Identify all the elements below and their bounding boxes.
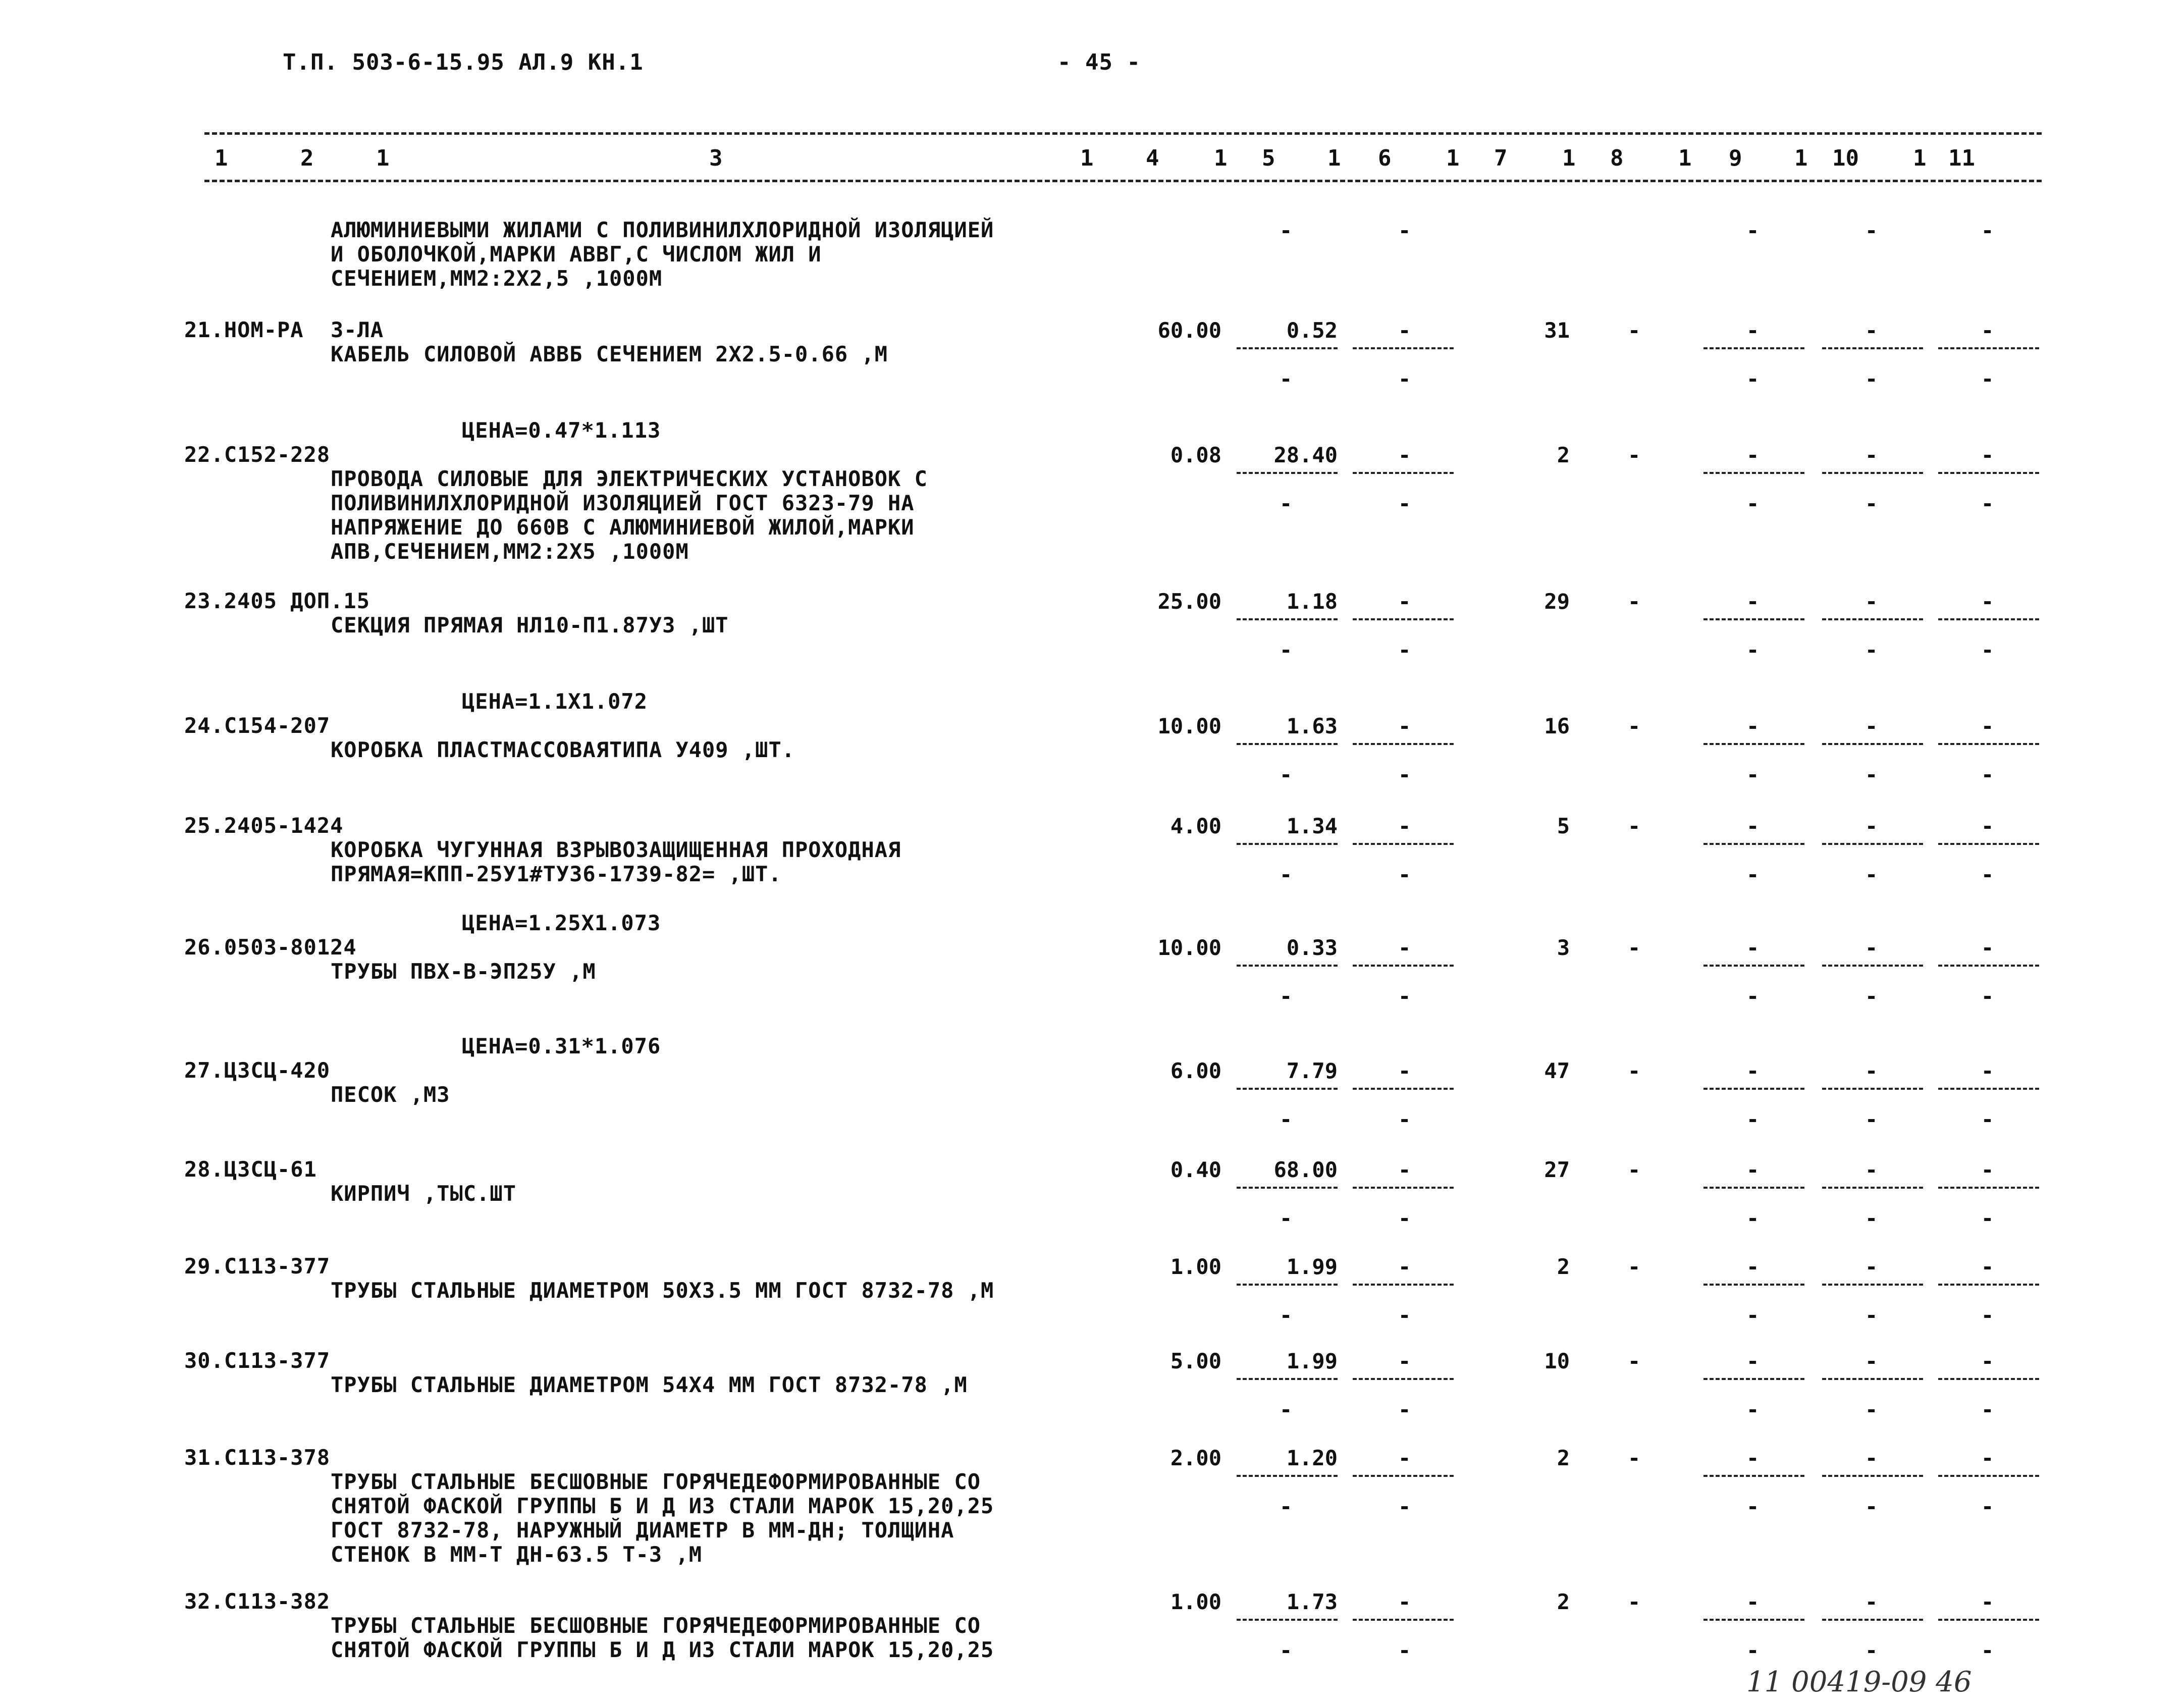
col10-value: - — [1865, 1058, 1878, 1083]
subtotal-dash-line — [1353, 618, 1454, 620]
subtotal-dash: - — [1746, 762, 1760, 787]
col8-value: - — [1628, 443, 1641, 467]
col9-value: - — [1746, 1254, 1760, 1279]
item-code: 32.С113-382 — [184, 1589, 331, 1614]
col5-value: 7.79 — [1286, 1058, 1338, 1083]
subtotal-dash: - — [1746, 366, 1760, 391]
subtotal-dash: - — [1865, 1494, 1878, 1519]
subtotal-dash-line — [1703, 1378, 1804, 1380]
col10-value: - — [1865, 1446, 1878, 1470]
subtotal-dash: - — [1746, 638, 1760, 662]
col9-value: - — [1746, 443, 1760, 467]
description-line: АЛЮМИНИЕВЫМИ ЖИЛАМИ С ПОЛИВИНИЛХЛОРИДНОЙ ИЗОЛЯЦИЕЙ — [331, 218, 994, 242]
col11-value: - — [1981, 1254, 1994, 1279]
col5-value: 1.20 — [1286, 1446, 1338, 1470]
column-header-cell: 1 — [1327, 145, 1341, 171]
subtotal-dash-line — [1822, 1378, 1923, 1380]
subtotal-dash: - — [1280, 1397, 1293, 1422]
subtotal-dash-line — [1822, 1088, 1923, 1090]
description-line: НАПРЯЖЕНИЕ ДО 660В С АЛЮМИНИЕВОЙ ЖИЛОЙ,МАРКИ — [331, 515, 915, 540]
subtotal-dash: - — [1280, 1638, 1293, 1663]
description-line: КОРОБКА ПЛАСТМАССОВАЯТИПА У409 ,ШТ. — [331, 737, 795, 762]
quantity-value: 4.00 — [1170, 814, 1221, 838]
col11-value: - — [1981, 814, 1994, 838]
col7-value: 5 — [1557, 814, 1570, 838]
subtotal-dash-line — [1938, 618, 2039, 620]
item-code: 26.0503-80124 — [184, 935, 357, 960]
subtotal-dash-line — [1353, 347, 1454, 349]
subtotal-dash: - — [1746, 1107, 1760, 1132]
column-header-cell: 1 — [1794, 145, 1808, 171]
column-header-cell: 11 — [1948, 145, 1975, 171]
subtotal-dash-line — [1703, 965, 1804, 967]
subtotal-dash-line — [1237, 1187, 1338, 1189]
col11-value: - — [1981, 1157, 1994, 1182]
description-line: ПЕСОК ,М3 — [331, 1082, 450, 1107]
col7-value: 27 — [1544, 1157, 1570, 1182]
subtotal-dash: - — [1865, 1397, 1878, 1422]
subtotal-dash-line — [1938, 843, 2039, 845]
column-header-cell: 5 — [1262, 145, 1275, 171]
col9-value: - — [1746, 1157, 1760, 1182]
subtotal-dash-line — [1938, 743, 2039, 745]
subtotal-dash: - — [1981, 1206, 1994, 1231]
description-line: ТРУБЫ СТАЛЬНЫЕ ДИАМЕТРОМ 54Х4 ММ ГОСТ 8732-78 ,М — [331, 1372, 968, 1397]
subtotal-dash-line — [1938, 1187, 2039, 1189]
subtotal-dash-line — [1703, 347, 1804, 349]
col8-value: - — [1628, 589, 1641, 614]
price-note: ЦЕНА=0.47*1.113 — [462, 418, 661, 443]
column-header-cell: 2 — [300, 145, 314, 171]
description-line: ПРОВОДА СИЛОВЫЕ ДЛЯ ЭЛЕКТРИЧЕСКИХ УСТАНОВОК С — [331, 466, 928, 491]
subtotal-dash-line — [1353, 743, 1454, 745]
col6-value: - — [1398, 935, 1411, 960]
subtotal-dash-line — [1237, 843, 1338, 845]
item-code: 27.ЦЗСЦ-420 — [184, 1058, 331, 1083]
subtotal-dash: - — [1746, 984, 1760, 1008]
col5-value: 1.63 — [1286, 714, 1338, 738]
column-header-cell: 10 — [1832, 145, 1859, 171]
description-line: ПРЯМАЯ=КПП-25У1#ТУ36-1739-82= ,ШТ. — [331, 862, 782, 886]
column-header-cell: 1 — [1562, 145, 1576, 171]
col10-value: - — [1865, 1254, 1878, 1279]
price-note: ЦЕНА=1.1Х1.072 — [462, 689, 648, 714]
subtotal-dash: - — [1280, 1206, 1293, 1231]
subtotal-dash: - — [1398, 862, 1411, 887]
handwritten-inventory-number: 11 00419-09 46 — [1746, 1666, 1972, 1698]
column-header-cell: 1 — [1913, 145, 1927, 171]
document-reference: Т.П. 503-6-15.95 АЛ.9 КН.1 — [283, 49, 644, 75]
col9-value: - — [1746, 1349, 1760, 1373]
page-number: - 45 - — [1057, 49, 1141, 75]
col5-value: 1.99 — [1286, 1254, 1338, 1279]
description-line: КОРОБКА ЧУГУННАЯ ВЗРЫВОЗАЩИЩЕННАЯ ПРОХОДНАЯ — [331, 837, 901, 862]
subtotal-dash: - — [1981, 366, 1994, 391]
description-line: ТРУБЫ СТАЛЬНЫЕ БЕСШОВНЫЕ ГОРЯЧЕДЕФОРМИРОВАННЫЕ СО — [331, 1613, 981, 1638]
subtotal-dash-line — [1822, 347, 1923, 349]
subtotal-dash: - — [1398, 762, 1411, 787]
description-line: ТРУБЫ СТАЛЬНЫЕ ДИАМЕТРОМ 50Х3.5 ММ ГОСТ 8732-78 ,М — [331, 1278, 994, 1303]
col6-value: - — [1398, 714, 1411, 738]
subtotal-dash: - — [1398, 1206, 1411, 1231]
quantity-value: 5.00 — [1170, 1349, 1221, 1373]
subtotal-dash: - — [1398, 1107, 1411, 1132]
table-header-rule — [204, 180, 2042, 182]
table-top-rule — [204, 132, 2042, 135]
description-line: СТЕНОК В ММ-Т ДН-63.5 Т-3 ,М — [331, 1542, 703, 1567]
col6-value: - — [1398, 443, 1411, 467]
quantity-value: 0.08 — [1170, 443, 1221, 467]
col5-value: 68.00 — [1273, 1157, 1338, 1182]
subtotal-dash: - — [1981, 638, 1994, 662]
subtotal-dash: - — [1746, 1494, 1760, 1519]
subtotal-dash: - — [1398, 1494, 1411, 1519]
col6-value: - — [1398, 1157, 1411, 1182]
col9-value: - — [1746, 1446, 1760, 1470]
col6-value: - — [1398, 1446, 1411, 1470]
subtotal-dash: - — [1981, 984, 1994, 1008]
subtotal-dash: - — [1865, 862, 1878, 887]
col9-value: - — [1746, 1589, 1760, 1614]
col10-value: - — [1865, 814, 1878, 838]
subtotal-dash-line — [1822, 1475, 1923, 1477]
col8-value: - — [1628, 1589, 1641, 1614]
column-header-cell: 1 — [1446, 145, 1460, 171]
subtotal-dash-line — [1353, 1475, 1454, 1477]
quantity-value: 60.00 — [1157, 318, 1221, 343]
col9-value: - — [1746, 714, 1760, 738]
col11-value: - — [1981, 318, 1994, 343]
subtotal-dash-line — [1822, 1187, 1923, 1189]
subtotal-dash: - — [1981, 1397, 1994, 1422]
col8-value: - — [1628, 1058, 1641, 1083]
col10-value: - — [1865, 714, 1878, 738]
subtotal-dash-line — [1703, 843, 1804, 845]
subtotal-dash: - — [1865, 1638, 1878, 1663]
column-header-cell: 6 — [1378, 145, 1392, 171]
subtotal-dash: - — [1981, 1494, 1994, 1519]
subtotal-dash-line — [1822, 472, 1923, 474]
col10-value: - — [1865, 318, 1878, 343]
col5-value: 0.52 — [1286, 318, 1338, 343]
subtotal-dash-line — [1353, 965, 1454, 967]
subtotal-dash-line — [1938, 472, 2039, 474]
subtotal-dash: - — [1280, 638, 1293, 662]
subtotal-dash: - — [1398, 638, 1411, 662]
col9-value: - — [1746, 935, 1760, 960]
column-header-cell: 4 — [1146, 145, 1159, 171]
subtotal-dash: - — [1746, 1638, 1760, 1663]
subtotal-dash-line — [1938, 1619, 2039, 1621]
column-header-cell: 1 — [1080, 145, 1094, 171]
subtotal-dash: - — [1865, 638, 1878, 662]
subtotal-dash: - — [1398, 1303, 1411, 1327]
col9-value: - — [1746, 218, 1760, 243]
col6-value: - — [1398, 1058, 1411, 1083]
subtotal-dash-line — [1938, 1378, 2039, 1380]
description-line: ТРУБЫ ПВХ-В-ЭП25У ,М — [331, 959, 596, 984]
col8-value: - — [1628, 318, 1641, 343]
col6-value: - — [1398, 814, 1411, 838]
subtotal-dash: - — [1398, 1397, 1411, 1422]
subtotal-dash-line — [1703, 1088, 1804, 1090]
col10-value: - — [1865, 1349, 1878, 1373]
col11-value: - — [1981, 589, 1994, 614]
col11-value: - — [1981, 218, 1994, 243]
subtotal-dash: - — [1398, 491, 1411, 516]
subtotal-dash: - — [1865, 984, 1878, 1008]
col9-value: - — [1746, 1058, 1760, 1083]
item-code: 25.2405-1424 — [184, 813, 344, 838]
subtotal-dash: - — [1981, 762, 1994, 787]
description-line: СНЯТОЙ ФАСКОЙ ГРУППЫ Б И Д ИЗ СТАЛИ МАРОК 15,20,25 — [331, 1494, 994, 1518]
item-code: 30.С113-377 — [184, 1348, 331, 1373]
subtotal-dash-line — [1822, 1619, 1923, 1621]
item-code: 24.С154-207 — [184, 713, 331, 738]
quantity-value: 25.00 — [1157, 589, 1221, 614]
col10-value: - — [1865, 443, 1878, 467]
subtotal-dash-line — [1822, 965, 1923, 967]
col11-value: - — [1981, 443, 1994, 467]
description-line: СНЯТОЙ ФАСКОЙ ГРУППЫ Б И Д ИЗ СТАЛИ МАРОК 15,20,25 — [331, 1637, 994, 1662]
col6-value: - — [1398, 589, 1411, 614]
subtotal-dash-line — [1237, 1475, 1338, 1477]
subtotal-dash-line — [1237, 1619, 1338, 1621]
item-code: 23.2405 ДОП.15 — [184, 589, 370, 613]
subtotal-dash: - — [1746, 1206, 1760, 1231]
subtotal-dash-line — [1353, 472, 1454, 474]
col8-value: - — [1628, 714, 1641, 738]
item-code: 21.НОМ-РА — [184, 317, 304, 342]
subtotal-dash-line — [1703, 1475, 1804, 1477]
subtotal-dash: - — [1746, 1397, 1760, 1422]
subtotal-dash: - — [1280, 1107, 1293, 1132]
subtotal-dash: - — [1981, 1303, 1994, 1327]
column-header-cell: 8 — [1610, 145, 1624, 171]
col9-value: - — [1746, 814, 1760, 838]
description-line: КИРПИЧ ,ТЫС.ШТ — [331, 1181, 517, 1206]
col7-value: 31 — [1544, 318, 1570, 343]
subtotal-dash-line — [1237, 965, 1338, 967]
subtotal-dash-line — [1237, 1378, 1338, 1380]
col7-value: 16 — [1544, 714, 1570, 738]
description-line: АПВ,СЕЧЕНИЕМ,ММ2:2Х5 ,1000М — [331, 539, 689, 564]
col7-value: 2 — [1557, 1589, 1570, 1614]
subtotal-dash: - — [1865, 1107, 1878, 1132]
subtotal-dash: - — [1865, 366, 1878, 391]
subtotal-dash: - — [1280, 862, 1293, 887]
subtotal-dash: - — [1398, 984, 1411, 1008]
subtotal-dash-line — [1353, 1187, 1454, 1189]
col11-value: - — [1981, 714, 1994, 738]
subtotal-dash-line — [1237, 743, 1338, 745]
subtotal-dash-line — [1822, 1284, 1923, 1286]
subtotal-dash: - — [1280, 762, 1293, 787]
item-code: 29.С113-377 — [184, 1254, 331, 1279]
col7-value: 47 — [1544, 1058, 1570, 1083]
col6-value: - — [1398, 1254, 1411, 1279]
col11-value: - — [1981, 1589, 1994, 1614]
col8-value: - — [1628, 1349, 1641, 1373]
subtotal-dash-line — [1822, 743, 1923, 745]
description-line: ГОСТ 8732-78, НАРУЖНЫЙ ДИАМЕТР В ММ-ДН; ТОЛЩИНА — [331, 1518, 954, 1543]
quantity-value: 1.00 — [1170, 1254, 1221, 1279]
subtotal-dash-line — [1703, 1619, 1804, 1621]
col10-value: - — [1865, 1157, 1878, 1182]
quantity-value: 1.00 — [1170, 1589, 1221, 1614]
price-note: ЦЕНА=0.31*1.076 — [462, 1034, 661, 1058]
col7-value: 29 — [1544, 589, 1570, 614]
subtotal-dash: - — [1398, 1638, 1411, 1663]
col6-value: - — [1398, 1589, 1411, 1614]
col7-value: 2 — [1557, 1446, 1570, 1470]
quantity-value: 10.00 — [1157, 714, 1221, 738]
column-header-cell: 9 — [1729, 145, 1742, 171]
quantity-value: 6.00 — [1170, 1058, 1221, 1083]
description-line: КАБЕЛЬ СИЛОВОЙ АВВБ СЕЧЕНИЕМ 2Х2.5-0.66 ,М — [331, 342, 888, 366]
description-line: И ОБОЛОЧКОЙ,МАРКИ АВВГ,С ЧИСЛОМ ЖИЛ И — [331, 242, 822, 267]
subtotal-dash: - — [1981, 491, 1994, 516]
subtotal-dash: - — [1280, 491, 1293, 516]
subtotal-dash-line — [1822, 618, 1923, 620]
quantity-value: 2.00 — [1170, 1446, 1221, 1470]
column-header-cell: 1 — [215, 145, 228, 171]
subtotal-dash: - — [1280, 1494, 1293, 1519]
subtotal-dash-line — [1822, 843, 1923, 845]
col9-value: - — [1746, 589, 1760, 614]
subtotal-dash: - — [1280, 1303, 1293, 1327]
column-header-cell: 1 — [376, 145, 390, 171]
subtotal-dash-line — [1353, 1619, 1454, 1621]
col5-value: - — [1280, 218, 1293, 243]
description-line: СЕКЦИЯ ПРЯМАЯ НЛ10-П1.87У3 ,ШТ — [331, 613, 729, 638]
subtotal-dash: - — [1746, 862, 1760, 887]
subtotal-dash-line — [1938, 965, 2039, 967]
subtotal-dash: - — [1746, 491, 1760, 516]
subtotal-dash-line — [1938, 347, 2039, 349]
subtotal-dash-line — [1237, 472, 1338, 474]
col8-value: - — [1628, 814, 1641, 838]
description-line: СЕЧЕНИЕМ,ММ2:2Х2,5 ,1000М — [331, 266, 663, 291]
col8-value: - — [1628, 1446, 1641, 1470]
subtotal-dash-line — [1703, 1187, 1804, 1189]
col8-value: - — [1628, 935, 1641, 960]
col10-value: - — [1865, 1589, 1878, 1614]
col8-value: - — [1628, 1254, 1641, 1279]
col6-value: - — [1398, 318, 1411, 343]
col11-value: - — [1981, 1058, 1994, 1083]
quantity-value: 10.00 — [1157, 935, 1221, 960]
col7-value: 3 — [1557, 935, 1570, 960]
col7-value: 2 — [1557, 443, 1570, 467]
subtotal-dash: - — [1981, 862, 1994, 887]
subtotal-dash-line — [1703, 1284, 1804, 1286]
subtotal-dash-line — [1353, 843, 1454, 845]
subtotal-dash-line — [1938, 1284, 2039, 1286]
subtotal-dash: - — [1398, 366, 1411, 391]
col11-value: - — [1981, 1349, 1994, 1373]
item-code: 28.ЦЗСЦ-61 — [184, 1157, 317, 1182]
quantity-value: 0.40 — [1170, 1157, 1221, 1182]
column-header-cell: 1 — [1214, 145, 1228, 171]
col5-value: 0.33 — [1286, 935, 1338, 960]
subtotal-dash: - — [1865, 762, 1878, 787]
col5-value: 28.40 — [1273, 443, 1338, 467]
col7-value: 2 — [1557, 1254, 1570, 1279]
item-code: 31.С113-378 — [184, 1445, 331, 1470]
subtotal-dash-line — [1353, 1088, 1454, 1090]
subtotal-dash: - — [1280, 366, 1293, 391]
subtotal-dash-line — [1237, 1088, 1338, 1090]
col5-value: 1.73 — [1286, 1589, 1338, 1614]
col6-value: - — [1398, 1349, 1411, 1373]
description-line: ПОЛИВИНИЛХЛОРИДНОЙ ИЗОЛЯЦИЕЙ ГОСТ 6323-79 НА — [331, 491, 915, 515]
column-header-cell: 3 — [709, 145, 723, 171]
col8-value: - — [1628, 1157, 1641, 1182]
col7-value: 10 — [1544, 1349, 1570, 1373]
col5-value: 1.99 — [1286, 1349, 1338, 1373]
col10-value: - — [1865, 589, 1878, 614]
item-code: 22.С152-228 — [184, 442, 331, 467]
subtotal-dash-line — [1237, 347, 1338, 349]
subtotal-dash-line — [1353, 1378, 1454, 1380]
column-header-cell: 1 — [1678, 145, 1692, 171]
col10-value: - — [1865, 218, 1878, 243]
col5-value: 1.34 — [1286, 814, 1338, 838]
subtotal-dash-line — [1703, 618, 1804, 620]
col5-value: 1.18 — [1286, 589, 1338, 614]
subtotal-dash-line — [1703, 743, 1804, 745]
subtotal-dash-line — [1938, 1088, 2039, 1090]
price-note: ЦЕНА=1.25Х1.073 — [462, 911, 661, 935]
subtotal-dash: - — [1865, 1206, 1878, 1231]
subtotal-dash-line — [1703, 472, 1804, 474]
col11-value: - — [1981, 1446, 1994, 1470]
subtotal-dash-line — [1353, 1284, 1454, 1286]
col9-value: - — [1746, 318, 1760, 343]
col10-value: - — [1865, 935, 1878, 960]
subtotal-dash: - — [1865, 491, 1878, 516]
col11-value: - — [1981, 935, 1994, 960]
subtotal-dash: - — [1865, 1303, 1878, 1327]
subtotal-dash: - — [1746, 1303, 1760, 1327]
subtotal-dash: - — [1981, 1107, 1994, 1132]
description-line: ТРУБЫ СТАЛЬНЫЕ БЕСШОВНЫЕ ГОРЯЧЕДЕФОРМИРОВАННЫЕ СО — [331, 1469, 981, 1494]
subtotal-dash: - — [1981, 1638, 1994, 1663]
subtotal-dash-line — [1938, 1475, 2039, 1477]
item-code-suffix: 3-ЛА — [331, 317, 384, 342]
column-header-cell: 7 — [1494, 145, 1508, 171]
col6-value: - — [1398, 218, 1411, 243]
subtotal-dash-line — [1237, 618, 1338, 620]
subtotal-dash: - — [1280, 984, 1293, 1008]
subtotal-dash-line — [1237, 1284, 1338, 1286]
